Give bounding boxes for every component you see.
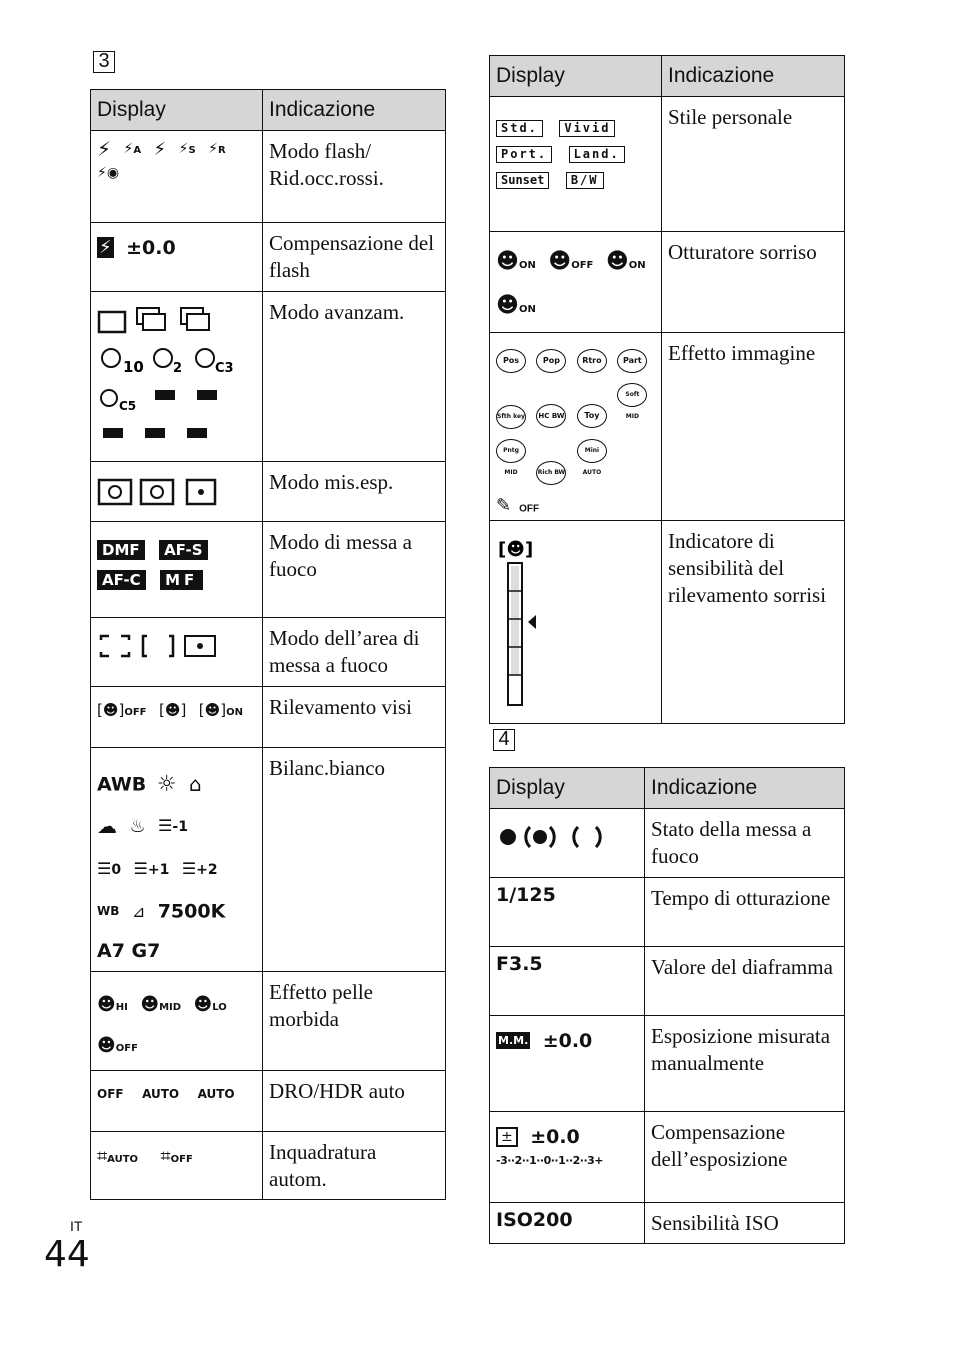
table-row — [490, 1112, 845, 1203]
effect-soft-mid: Soft MID — [617, 383, 647, 407]
table-row — [490, 521, 845, 724]
table-row — [91, 522, 446, 618]
auto-framing-auto-icon: ⌗AUTO — [97, 1146, 139, 1167]
row-desc: Modo mis.esp. — [263, 462, 446, 522]
focus-mode-dmf: DMF — [97, 540, 145, 560]
row-desc: Valore del diaframma — [645, 947, 845, 1016]
auto-framing-off-icon: ⌗OFF — [160, 1146, 193, 1167]
row-desc: Sensibilità ISO — [645, 1203, 845, 1244]
row-desc: Bilanc.bianco — [263, 748, 446, 972]
table-row — [490, 232, 845, 333]
left-table — [90, 89, 446, 1200]
row-desc: Modo di messa a fuoco — [263, 522, 446, 618]
shade-icon: ⌂ — [188, 772, 202, 796]
metered-manual-value: ±0.0 — [542, 1030, 593, 1052]
row-desc: Inquadratura autom. — [263, 1132, 446, 1200]
flash-comp-icon: ⚡ — [99, 237, 112, 259]
metered-manual-icon: M.M. — [498, 1034, 529, 1048]
effect-mini-auto: Mini AUTO — [577, 439, 607, 463]
row-desc: Stato della messa a fuoco — [645, 809, 845, 878]
smile-shutter-on2-icon: ☻ON — [605, 249, 646, 274]
effect-part: Part — [617, 349, 647, 373]
row-desc: Compensazione del flash — [263, 223, 446, 292]
selftimer-c3-label: C3 — [215, 361, 234, 376]
hdr-auto-icon: AUTO — [197, 1087, 235, 1101]
column-header-indicazione: Indicazione — [662, 56, 845, 97]
soft-skin-off-icon: ☻OFF — [97, 1035, 138, 1056]
smile-shutter-on3-icon: ☻ON — [496, 293, 536, 318]
effect-hc-bw: HC BW — [536, 404, 566, 428]
row-desc: Modo avanzam. — [263, 292, 446, 462]
dro-off-icon: OFF — [97, 1087, 124, 1101]
focus-status-icons — [496, 823, 616, 853]
exposure-comp-value: ±0.0 — [530, 1126, 580, 1148]
bracket-face-icon: [☻] — [498, 539, 534, 560]
table-row — [91, 618, 446, 687]
row-desc: Modo dell’area di messa a fuoco — [263, 618, 446, 687]
selftimer-c5-label: C5 — [119, 399, 137, 413]
page-number: 44 — [44, 1234, 90, 1275]
section-3-number: 3 — [93, 51, 115, 73]
row-desc: Rilevamento visi — [263, 687, 446, 748]
style-port: Port. — [496, 146, 552, 163]
table-row — [91, 462, 446, 522]
face-detect-off-icon: [☻]OFF — [97, 701, 147, 719]
row-desc: Compensazione dell’esposizione — [645, 1112, 845, 1203]
red-eye-icon: ⚡◉ — [97, 165, 120, 181]
column-header-indicazione: Indicazione — [645, 768, 845, 809]
focus-mode-afc: AF-C — [97, 570, 146, 590]
effect-pos: Pos — [496, 349, 526, 373]
incandescent-icon: ♨ — [129, 816, 146, 837]
effect-off-label: OFF — [519, 503, 540, 515]
column-header-display: Display — [490, 56, 662, 97]
column-header-display: Display — [91, 90, 263, 131]
effect-pntg-mid: Pntg MID — [496, 439, 526, 463]
custom-wb-icon: ⊿ — [131, 902, 146, 921]
effect-toy: Toy — [577, 404, 607, 428]
fluorescent-icon: ☰-1 — [158, 816, 188, 835]
focus-area-icons — [97, 634, 247, 664]
table-row — [91, 131, 446, 223]
column-header-indicazione: Indicazione — [263, 90, 446, 131]
style-std: Std. — [496, 120, 543, 137]
flash-comp-value: ±0.0 — [126, 237, 176, 259]
flash-on-icon: ⚡ — [153, 138, 167, 160]
row-desc: Effetto pelle morbida — [263, 972, 446, 1071]
row-desc: Otturatore sorriso — [662, 232, 845, 333]
table-row — [490, 1016, 845, 1112]
fluorescent-plus1-icon: ☰+1 — [133, 859, 170, 878]
aperture-value: F3.5 — [496, 953, 543, 975]
selftimer-2-label: 2 — [173, 361, 183, 376]
table-row — [91, 1071, 446, 1132]
selftimer-10-label: 10 — [123, 358, 144, 376]
page-language: IT — [70, 1218, 83, 1234]
row-desc: Tempo di otturazione — [645, 878, 845, 947]
soft-skin-lo-icon: ☻LO — [193, 994, 227, 1015]
table-row — [91, 687, 446, 748]
smile-shutter-on-icon: ☻ON — [496, 249, 536, 274]
sun-icon: ☼ — [156, 772, 177, 797]
soft-skin-mid-icon: ☻MID — [140, 994, 182, 1015]
metering-icons — [97, 478, 247, 508]
row-desc: Effetto immagine — [662, 333, 845, 521]
focus-mode-mf: MF — [160, 570, 203, 590]
right-bottom-table — [489, 767, 845, 1244]
style-bw: B/W — [566, 172, 604, 189]
table-row — [91, 1132, 446, 1200]
section-4-number: 4 — [493, 729, 515, 751]
fluorescent-0-icon: ☰0 — [97, 859, 122, 878]
soft-skin-hi-icon: ☻HI — [97, 994, 128, 1015]
row-desc: Modo flash/ Rid.occ.rossi. — [263, 131, 446, 223]
smile-sensitivity-indicator — [496, 535, 556, 707]
flash-rear-icon: ⚡R — [208, 141, 226, 157]
flash-slow-icon: ⚡S — [178, 141, 196, 157]
smile-shutter-off-icon: ☻OFF — [548, 249, 594, 274]
table-row — [490, 333, 845, 521]
column-header-display: Display — [490, 768, 645, 809]
face-detect-reg-icon: [☻] — [158, 701, 187, 719]
face-detect-on-icon: [☻]ON — [198, 701, 243, 719]
cloud-icon: ☁ — [97, 814, 117, 838]
table-row — [91, 292, 446, 462]
fluorescent-plus2-icon: ☰+2 — [181, 859, 218, 878]
shutter-speed-value: 1/125 — [496, 884, 556, 906]
right-top-table — [489, 55, 845, 724]
wb-tint: A7 G7 — [97, 940, 161, 962]
effect-sfth-key: Sfth key — [496, 405, 526, 429]
dro-auto-icon: AUTO — [142, 1087, 180, 1101]
style-sunset: Sunset — [496, 172, 549, 189]
effect-rich-bw: Rich BW — [536, 461, 566, 485]
exposure-comp-icon: ± — [496, 1127, 518, 1147]
row-desc: DRO/HDR auto — [263, 1071, 446, 1132]
drive-mode-icons — [97, 298, 255, 448]
wb-kelvin: 7500K — [157, 900, 226, 923]
table-row — [490, 1203, 845, 1244]
table-row — [490, 947, 845, 1016]
table-row — [91, 223, 446, 292]
row-desc: Indicatore di sensibilità del rilevamento sorrisi — [662, 521, 845, 724]
table-row — [490, 878, 845, 947]
wb-awb: AWB — [97, 773, 147, 796]
effect-rtro: Rtro — [577, 349, 607, 373]
style-land: Land. — [569, 146, 625, 163]
table-row — [490, 809, 845, 878]
table-row — [91, 972, 446, 1071]
style-vivid: Vivid — [559, 120, 615, 137]
wb-flash-icon: WB — [97, 904, 120, 918]
effect-pop: Pop — [536, 349, 566, 373]
flash-auto-icon: ⚡A — [123, 141, 142, 157]
flash-off-icon: ⚡ — [97, 137, 112, 161]
brush-icon: ✎ — [496, 495, 512, 516]
exposure-scale: -3··2··1··0··1··2··3+ — [496, 1153, 604, 1167]
table-row — [490, 97, 845, 232]
row-desc: Esposizione misurata manualmente — [645, 1016, 845, 1112]
table-row — [91, 748, 446, 972]
iso-value: ISO200 — [496, 1209, 573, 1231]
focus-mode-afs: AF-S — [159, 540, 207, 560]
row-desc: Stile personale — [662, 97, 845, 232]
